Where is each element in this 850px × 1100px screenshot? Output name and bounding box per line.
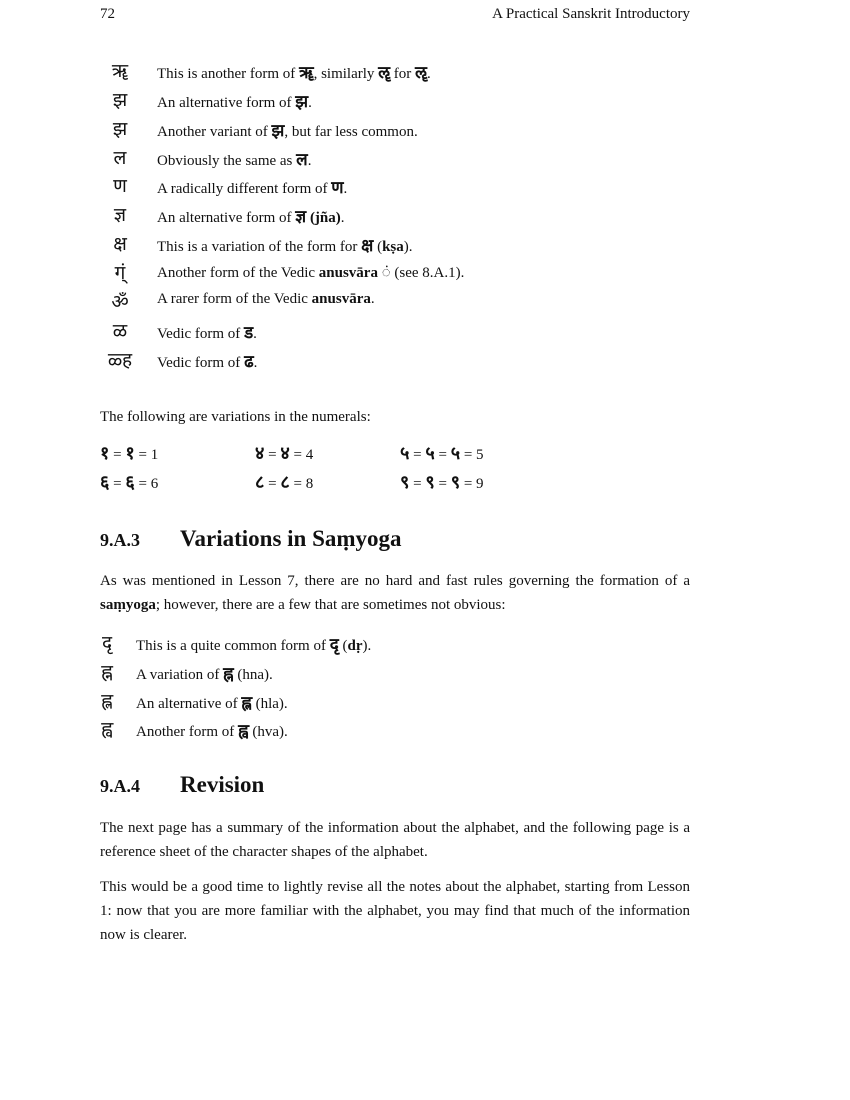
numeral-value: 9 xyxy=(476,476,484,492)
numeral-glyph: १ xyxy=(100,443,110,464)
section-heading-samyoga xyxy=(100,526,402,552)
text-run: A rarer form of the Vedic xyxy=(157,291,312,307)
variant-description xyxy=(157,175,347,198)
text-run: . xyxy=(343,181,348,197)
devanagari-glyph: झ xyxy=(295,92,309,112)
equals-sign: = xyxy=(264,447,281,463)
numeral-glyph: ४ xyxy=(280,443,290,464)
text-run: (hla). xyxy=(251,696,288,712)
equals-sign: = xyxy=(409,476,426,492)
text-run: . xyxy=(426,66,431,82)
text-run: Obviously the same as xyxy=(157,153,297,169)
equals-sign: = xyxy=(134,447,151,463)
equals-sign: = xyxy=(460,476,477,492)
text-run: As was mentioned in Lesson 7, there are no hard and fast rules governing the formation of a xyxy=(100,573,690,589)
variant-description xyxy=(157,349,257,372)
numeral-glyph: ६ xyxy=(125,472,135,493)
bold-term: anusvāra xyxy=(311,291,371,307)
numeral-variant xyxy=(100,470,158,494)
numeral-value: 6 xyxy=(150,476,159,492)
variant-glyph: ग्ं xyxy=(114,262,126,284)
equals-sign: = xyxy=(460,447,477,463)
samyoga-intro-paragraph xyxy=(100,569,690,617)
devanagari-glyph: ज्ञ xyxy=(295,207,307,227)
devanagari-glyph: क्ष xyxy=(361,236,374,256)
variant-glyph: ज्ञ xyxy=(113,204,127,226)
text-run: . xyxy=(253,355,258,371)
variant-description xyxy=(157,118,418,141)
numeral-variant xyxy=(255,441,313,465)
section-number: 9.A.3 xyxy=(100,530,140,550)
numeral-glyph: ९ xyxy=(425,472,435,493)
devanagari-glyph: ॡ xyxy=(415,63,427,83)
equals-sign: = xyxy=(289,447,306,463)
devanagari-glyph: ह्व xyxy=(238,721,249,741)
text-run: Vedic form of xyxy=(157,355,245,371)
section-title: Revision xyxy=(180,772,265,797)
numeral-value: 4 xyxy=(305,447,314,463)
text-run: . xyxy=(308,95,312,111)
text-run: ( xyxy=(373,239,383,255)
text-run: . xyxy=(253,326,257,342)
page-header xyxy=(100,6,690,26)
equals-sign: = xyxy=(134,476,151,492)
text-run: . xyxy=(340,210,345,226)
text-run: An alternative of xyxy=(136,696,242,712)
variant-glyph: ॠ xyxy=(111,60,129,82)
equals-sign: = xyxy=(109,447,126,463)
text-run: This is a variation of the form for xyxy=(157,239,362,255)
numeral-glyph: ५ xyxy=(450,443,461,464)
text-run: Vedic form of xyxy=(157,326,245,342)
text-run: A variation of xyxy=(136,667,224,683)
variant-description xyxy=(157,262,464,282)
equals-sign: = xyxy=(409,447,426,463)
bold-term: anusvāra xyxy=(318,265,378,281)
numeral-value: 1 xyxy=(150,447,159,463)
bold-term: dṛ xyxy=(347,638,363,654)
samyoga-glyph: ह्न xyxy=(101,661,113,683)
numeral-variant xyxy=(255,470,313,494)
text-run: An alternative form of xyxy=(157,95,296,111)
samyoga-description xyxy=(136,632,371,655)
equals-sign: = xyxy=(289,476,306,492)
text-run: ). xyxy=(362,638,372,654)
devanagari-glyph: झ xyxy=(271,121,285,141)
equals-sign: = xyxy=(264,476,281,492)
variant-glyph: क्ष xyxy=(113,233,127,255)
bold-term: kṣa xyxy=(382,239,404,255)
variant-description xyxy=(157,291,375,308)
variant-description xyxy=(157,89,312,112)
devanagari-glyph: ड xyxy=(244,323,254,343)
page-number: 72 xyxy=(100,6,115,22)
text-run: An alternative form of xyxy=(157,210,296,226)
variant-description xyxy=(157,204,345,227)
section-heading-revision xyxy=(100,772,264,798)
numeral-glyph: ५ xyxy=(400,443,410,464)
variant-glyph: झ xyxy=(112,118,128,140)
devanagari-glyph: दृ xyxy=(329,635,339,655)
numeral-variant xyxy=(100,441,158,465)
variant-description xyxy=(157,233,413,256)
text-run: . xyxy=(370,291,375,307)
variant-glyph: झ xyxy=(112,89,128,111)
text-run: , similarly xyxy=(313,66,379,82)
equals-sign: = xyxy=(109,476,126,492)
text-run: This is a quite common form of xyxy=(136,638,330,654)
text-run: Another form of xyxy=(136,724,239,740)
revision-paragraph: This would be a good time to lightly revise all the notes about the alphabet, starting from Lesson 1: now that you are more familiar with the alphabet, you may find that much of the information now is clearer. xyxy=(100,879,690,943)
text-run: Another form of the Vedic xyxy=(157,265,319,281)
devanagari-glyph: ह्ल xyxy=(241,693,252,713)
section-title: Variations in Saṃyoga xyxy=(180,526,402,551)
equals-sign: = xyxy=(434,447,451,463)
samyoga-glyph: दृ xyxy=(101,632,113,654)
devanagari-glyph: ॡ xyxy=(378,63,391,83)
numeral-glyph: ८ xyxy=(280,472,290,493)
numeral-variant xyxy=(400,470,484,494)
variant-glyph: ल xyxy=(113,147,127,169)
numeral-value: 8 xyxy=(305,476,314,492)
numeral-glyph: ४ xyxy=(255,443,265,464)
text-run: Another variant of xyxy=(157,124,272,140)
devanagari-glyph: ढ xyxy=(244,352,254,372)
numerals-intro: The following are variations in the numerals: xyxy=(100,409,371,425)
revision-paragraph: The next page has a summary of the information about the alphabet, and the following page is a reference sheet of the character shapes of the alphabet. xyxy=(100,820,690,860)
bold-term: (jña) xyxy=(309,210,341,226)
samyoga-description xyxy=(136,690,288,713)
text-run: ; however, there are a few that are sometimes not obvious: xyxy=(155,597,506,613)
text-run: ं (see 8.A.1). xyxy=(377,265,465,281)
numeral-glyph: ९ xyxy=(450,472,461,493)
numeral-glyph: ८ xyxy=(255,472,265,493)
variant-glyph: ण xyxy=(113,175,127,197)
samyoga-description xyxy=(136,718,288,741)
numeral-value: 5 xyxy=(476,447,484,463)
text-run: ). xyxy=(403,239,413,255)
numeral-glyph: ९ xyxy=(400,472,410,493)
text-run: for xyxy=(390,66,416,82)
text-run: . xyxy=(307,153,312,169)
numeral-glyph: १ xyxy=(125,443,135,464)
text-run: , but far less common. xyxy=(284,124,418,140)
numeral-glyph: ५ xyxy=(425,443,435,464)
devanagari-glyph: ह्न xyxy=(223,664,234,684)
variant-description xyxy=(157,320,257,343)
variant-glyph: ॐ xyxy=(111,291,129,313)
devanagari-glyph: ॠ xyxy=(299,63,314,83)
text-run: This is another form of xyxy=(157,66,300,82)
variant-description xyxy=(157,60,431,83)
samyoga-description xyxy=(136,661,273,684)
text-run: (hna). xyxy=(233,667,273,683)
text-run: (hva). xyxy=(248,724,288,740)
numeral-variant xyxy=(400,441,484,465)
variant-glyph: ळ्ह xyxy=(107,349,133,371)
running-title: A Practical Sanskrit Introductory xyxy=(492,6,690,22)
devanagari-glyph: ण xyxy=(331,178,344,198)
samyoga-glyph: ह्व xyxy=(101,718,113,740)
samyoga-glyph: ह्ल xyxy=(101,690,113,712)
devanagari-glyph: ल xyxy=(296,150,308,170)
text-run: A radically different form of xyxy=(157,181,332,197)
variant-glyph: ळ xyxy=(112,320,128,342)
variant-description xyxy=(157,147,311,170)
bold-term: saṃyoga xyxy=(100,597,156,613)
numeral-glyph: ६ xyxy=(100,472,110,493)
equals-sign: = xyxy=(434,476,451,492)
text-run: ( xyxy=(338,638,348,654)
section-number: 9.A.4 xyxy=(100,776,140,796)
